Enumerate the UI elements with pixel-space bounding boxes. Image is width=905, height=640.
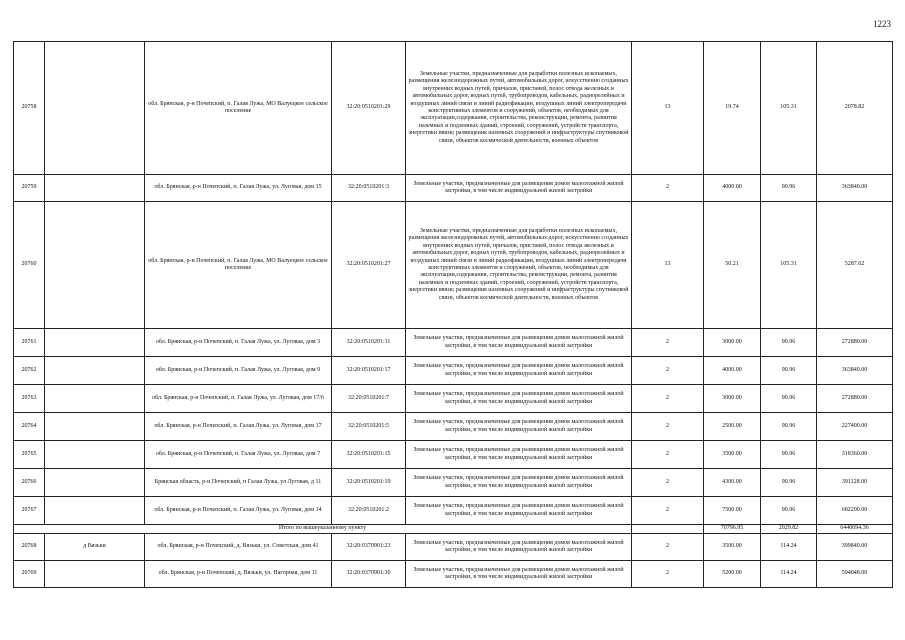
address-cell: обл. Брянская, р-н Почепский, д. Вязьки, ул. Советская, дом 41 xyxy=(145,534,332,561)
table-row xyxy=(14,413,893,441)
group-cell: 2 xyxy=(632,534,704,561)
area-cell: 7500.00 xyxy=(704,497,761,525)
area-cell: 19.74 xyxy=(704,42,761,175)
cadastral-number: 32:20:0510201:2 xyxy=(332,497,406,525)
cadastral-number: 32:20:0510201:17 xyxy=(332,357,406,385)
group-cell: 2 xyxy=(632,497,704,525)
purpose-cell: Земельные участки, предназначенные для разработки полезных ископаемых, размещения железнодорожных путей, автомобильных дорог, искусственно созданных внутренних водных путей, причалов, пристаней, полос отвода железных и автомобильных дорог, водных путей, трубопроводов, кабельных, радиорелейных и воздушных линий связи и линий радиофикации, воздушных линий электропередачи конструктивных элементов и сооружений, объектов, необходимых для эксплуатации,содержания, строительства, реконструкции, ремонта, развития наземных и подземных зданий, строений, сооружений, устройств транспорта, энергетики ивязи; размещения наземных сооружений и инфраструктуры спутниковой связи, объектов космической деятельности, военных объектов xyxy=(406,202,632,329)
table-row xyxy=(14,175,893,202)
value-cell: 272880.00 xyxy=(817,329,893,357)
rate-cell: 114.24 xyxy=(761,561,817,588)
table-row xyxy=(14,561,893,588)
row-number: 20763 xyxy=(14,385,45,413)
address-cell: обл. Брянская, р-н Почепский, п. Галая Лужа, МО Валуецкое сельское поселение xyxy=(145,42,332,175)
group-cell: 2 xyxy=(632,441,704,469)
address-cell: обл. Брянская, р-н Почепский, п. Галая Лужа, ул. Луговая, дом 17 xyxy=(145,413,332,441)
purpose-cell: Земельные участки, предназначенные для размещения домов малоэтажной жилой застройки, в том числе индивидуальной жилой застройки xyxy=(406,534,632,561)
rate-cell: 90.96 xyxy=(761,329,817,357)
group-cell: 13 xyxy=(632,42,704,175)
group-cell: 2 xyxy=(632,329,704,357)
value-cell: 363840.00 xyxy=(817,357,893,385)
row-number: 20769 xyxy=(14,561,45,588)
table-row xyxy=(14,534,893,561)
group-cell xyxy=(632,525,704,534)
row-number: 20768 xyxy=(14,534,45,561)
value-cell: 682200.00 xyxy=(817,497,893,525)
total-row xyxy=(14,525,893,534)
row-number: 20758 xyxy=(14,42,45,175)
area-cell: 70796.95 xyxy=(704,525,761,534)
row-number: 20765 xyxy=(14,441,45,469)
purpose-cell: Земельные участки, предназначенные для размещения домов малоэтажной жилой застройки, в том числе индивидуальной жилой застройки xyxy=(406,357,632,385)
empty-cell xyxy=(45,42,145,175)
rate-cell: 105.31 xyxy=(761,42,817,175)
cadastral-number: 32:20:0510201:19 xyxy=(332,469,406,497)
table-row xyxy=(14,42,893,175)
cadastral-number: 32:20:0510201:29 xyxy=(332,42,406,175)
area-cell: 3000.00 xyxy=(704,385,761,413)
value-cell: 2078.82 xyxy=(817,42,893,175)
rate-cell: 90.96 xyxy=(761,441,817,469)
address-cell: обл. Брянская, р-н Почепский, п. Галая Лужа, ул. Луговая, дом 15 xyxy=(145,175,332,202)
row-number: 20766 xyxy=(14,469,45,497)
table-row xyxy=(14,202,893,329)
table-row xyxy=(14,357,893,385)
rate-cell: 90.96 xyxy=(761,175,817,202)
purpose-cell: Земельные участки, предназначенные для размещения домов малоэтажной жилой застройки, в том числе индивидуальной жилой застройки xyxy=(406,413,632,441)
row-number: 20761 xyxy=(14,329,45,357)
empty-cell xyxy=(45,413,145,441)
table-row xyxy=(14,329,893,357)
empty-cell xyxy=(45,497,145,525)
value-cell: 363840.00 xyxy=(817,175,893,202)
cadastral-number: 32:20:0370901:23 xyxy=(332,534,406,561)
address-cell: обл. Брянская, р-н Почепский, п. Галая Лужа, ул. Луговая, дом 9 xyxy=(145,357,332,385)
cadastral-number: 32:20:0510201:27 xyxy=(332,202,406,329)
settlement-label: д Вязьки xyxy=(45,534,145,561)
total-label: Итого по вышеуказанному пункту xyxy=(14,525,632,534)
table-row xyxy=(14,385,893,413)
group-cell: 2 xyxy=(632,413,704,441)
group-cell: 13 xyxy=(632,202,704,329)
area-cell: 3000.00 xyxy=(704,329,761,357)
value-cell: 391128.00 xyxy=(817,469,893,497)
purpose-cell: Земельные участки, предназначенные для размещения домов малоэтажной жилой застройки, в том числе индивидуальной жилой застройки xyxy=(406,329,632,357)
area-cell: 3500.00 xyxy=(704,441,761,469)
address-cell: Брянская область, р-н Почепский, п Галая Лужа, ул Луговая, д 11 xyxy=(145,469,332,497)
value-cell: 6440694.36 xyxy=(817,525,893,534)
area-cell: 3500.00 xyxy=(704,534,761,561)
area-cell: 4000.00 xyxy=(704,357,761,385)
group-cell: 2 xyxy=(632,357,704,385)
row-number: 20767 xyxy=(14,497,45,525)
cadastral-number: 32:20:0510201:5 xyxy=(332,413,406,441)
purpose-cell: Земельные участки, предназначенные для размещения домов малоэтажной жилой застройки, в том числе индивидуальной жилой застройки xyxy=(406,469,632,497)
empty-cell xyxy=(45,175,145,202)
rate-cell: 90.96 xyxy=(761,497,817,525)
purpose-cell: Земельные участки, предназначенные для размещения домов малоэтажной жилой застройки, в том числе индивидуальной жилой застройки xyxy=(406,175,632,202)
rate-cell: 114.24 xyxy=(761,534,817,561)
table-row xyxy=(14,497,893,525)
table-row xyxy=(14,441,893,469)
value-cell: 272880.00 xyxy=(817,385,893,413)
purpose-cell: Земельные участки, предназначенные для размещения домов малоэтажной жилой застройки, в том числе индивидуальной жилой застройки xyxy=(406,441,632,469)
empty-cell xyxy=(45,561,145,588)
address-cell: обл. Брянская, р-н Почепский, д. Вязьки, ул. Нагорная, дом 11 xyxy=(145,561,332,588)
empty-cell xyxy=(45,357,145,385)
rate-cell: 90.96 xyxy=(761,413,817,441)
area-cell: 5200.00 xyxy=(704,561,761,588)
rate-cell: 90.96 xyxy=(761,469,817,497)
table-row xyxy=(14,469,893,497)
value-cell: 5287.62 xyxy=(817,202,893,329)
area-cell: 4000.00 xyxy=(704,175,761,202)
purpose-cell: Земельные участки, предназначенные для разработки полезных ископаемых, размещения железнодорожных путей, автомобильных дорог, искусственно созданных внутренних водных путей, причалов, пристаней, полос отвода железных и автомобильных дорог, водных путей, трубопроводов, кабельных, радиорелейных и воздушных линий связи и линий радиофикации, воздушных линий электропередачи конструктивных элементов и сооружений, объектов, необходимых для эксплуатации,содержания, строительства, реконструкции, ремонта, развития наземных и подземных зданий, строений, сооружений, устройств транспорта, энергетики ивязи; размещения наземных сооружений и инфраструктуры спутниковой связи, объектов космической деятельности, военных объектов xyxy=(406,42,632,175)
group-cell: 2 xyxy=(632,561,704,588)
empty-cell xyxy=(45,202,145,329)
value-cell: 399840.00 xyxy=(817,534,893,561)
purpose-cell: Земельные участки, предназначенные для размещения домов малоэтажной жилой застройки, в том числе индивидуальной жилой застройки xyxy=(406,561,632,588)
value-cell: 594048.00 xyxy=(817,561,893,588)
row-number: 20762 xyxy=(14,357,45,385)
group-cell: 2 xyxy=(632,175,704,202)
row-number: 20760 xyxy=(14,202,45,329)
area-cell: 50.21 xyxy=(704,202,761,329)
row-number: 20764 xyxy=(14,413,45,441)
address-cell: обл. Брянская, р-н Почепский, п. Галая Лужа, МО Валуецкое сельское поселение xyxy=(145,202,332,329)
empty-cell xyxy=(45,469,145,497)
group-cell: 2 xyxy=(632,385,704,413)
rate-cell: 105.31 xyxy=(761,202,817,329)
purpose-cell: Земельные участки, предназначенные для размещения домов малоэтажной жилой застройки, в том числе индивидуальной жилой застройки xyxy=(406,385,632,413)
area-cell: 2500.00 xyxy=(704,413,761,441)
address-cell: обл. Брянская, р-н Почепский, п. Галая Лужа, ул. Луговая, дом 17/6 xyxy=(145,385,332,413)
land-registry-table xyxy=(13,41,893,588)
cadastral-number: 32:20:0370901:30 xyxy=(332,561,406,588)
purpose-cell: Земельные участки, предназначенные для размещения домов малоэтажной жилой застройки, в том числе индивидуальной жилой застройки xyxy=(406,497,632,525)
area-cell: 4300.00 xyxy=(704,469,761,497)
cadastral-number: 32:20:0510201:3 xyxy=(332,175,406,202)
empty-cell xyxy=(45,385,145,413)
value-cell: 227400.00 xyxy=(817,413,893,441)
cadastral-number: 32:20:0510201:11 xyxy=(332,329,406,357)
empty-cell xyxy=(45,329,145,357)
row-number: 20759 xyxy=(14,175,45,202)
value-cell: 318360.00 xyxy=(817,441,893,469)
group-cell: 2 xyxy=(632,469,704,497)
cadastral-number: 32:20:0510201:15 xyxy=(332,441,406,469)
address-cell: обл. Брянская, р-н Почепский, п. Галая Лужа, ул. Луговая, дом 14 xyxy=(145,497,332,525)
address-cell: обл. Брянская, р-н Почепский, п. Галая Лужа, ул. Луговая, дом 3 xyxy=(145,329,332,357)
empty-cell xyxy=(45,441,145,469)
table-body xyxy=(14,42,893,588)
page-number: 1223 xyxy=(873,19,891,29)
address-cell: обл. Брянская, р-н Почепский, п. Галая Лужа, ул. Луговая, дом 7 xyxy=(145,441,332,469)
rate-cell: 90.96 xyxy=(761,385,817,413)
rate-cell: 90.96 xyxy=(761,357,817,385)
cadastral-number: 32:20:0510201:7 xyxy=(332,385,406,413)
rate-cell: 2029.82 xyxy=(761,525,817,534)
